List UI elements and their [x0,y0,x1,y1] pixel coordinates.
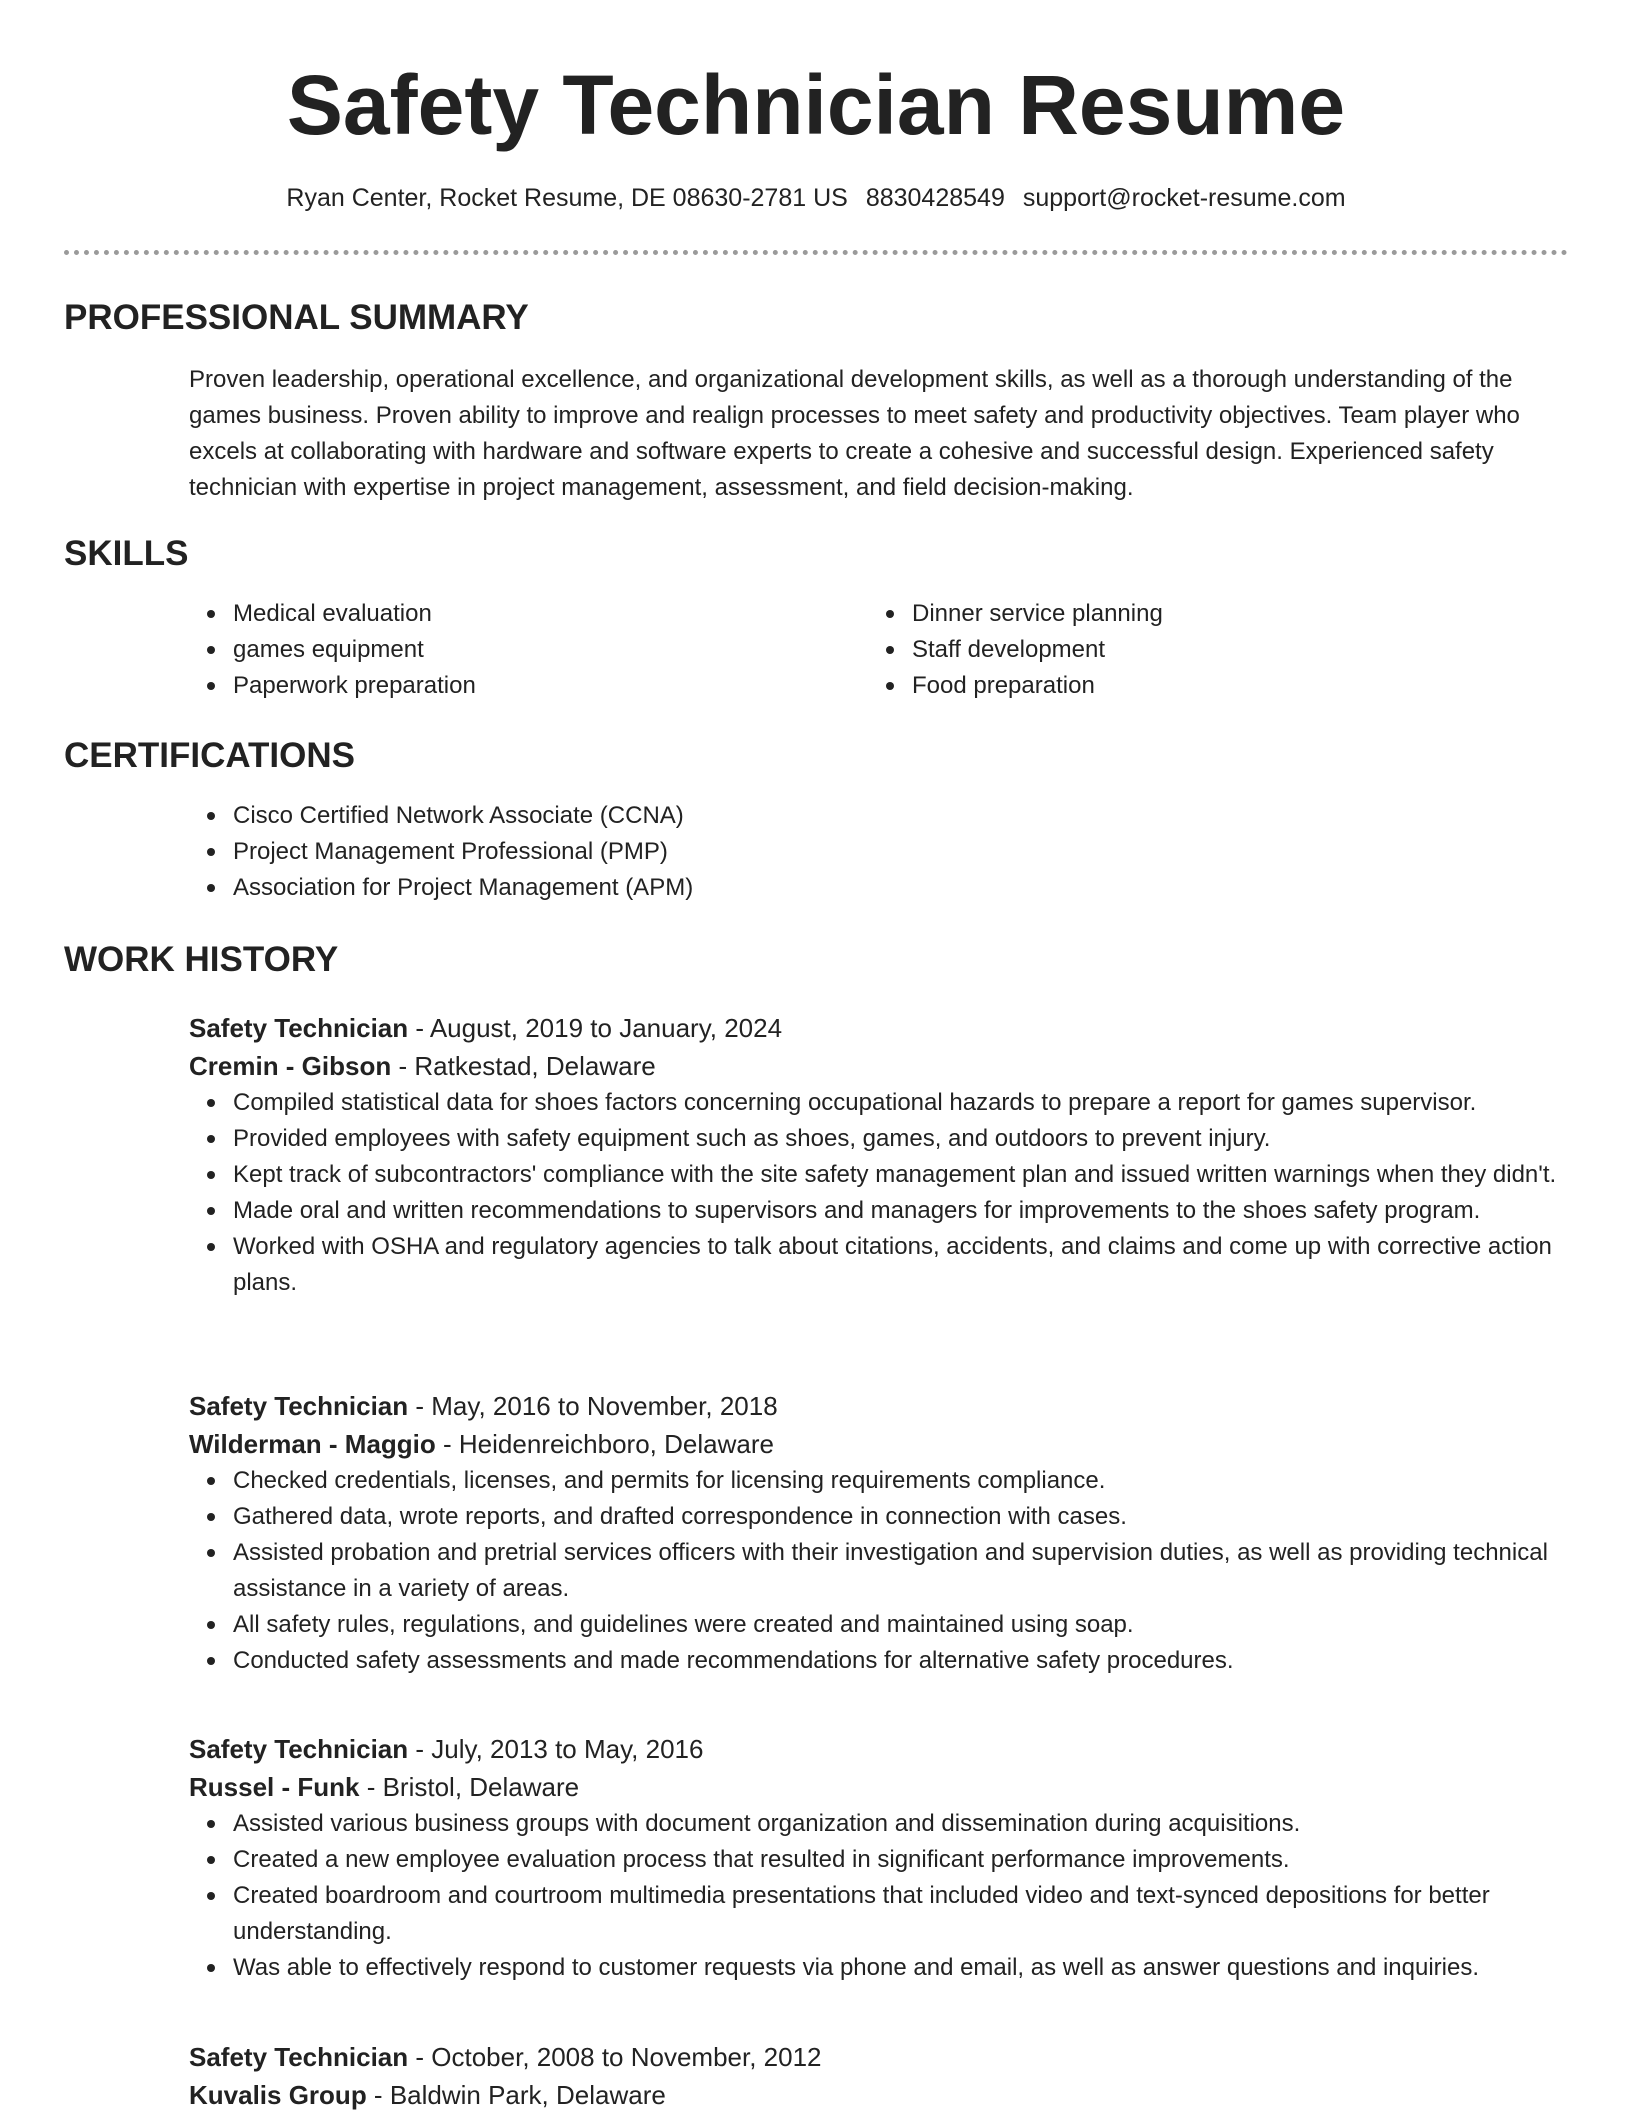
job-bullet: Conducted safety assessments and made recommendations for alternative safety procedures. [189,1643,1569,1679]
skill-item: Staff development [868,632,1508,668]
certifications-heading: CERTIFICATIONS [64,736,356,775]
job-bullets [189,1085,1569,1301]
job-bullet: Kept track of subcontractors' compliance with the site safety management plan and issued written warnings when they didn't. [189,1157,1569,1193]
header-divider [64,250,1568,255]
job-company: Wilderman - Maggio [189,1429,436,1459]
job-title-line [189,1387,1569,1425]
job-title: Safety Technician [189,1734,409,1764]
job-company: Russel - Funk [189,1772,360,1802]
job-bullet: Made oral and written recommendations to supervisors and managers for improvements to the shoes safety program. [189,1193,1569,1229]
certifications-list [189,798,1569,906]
separator: - [391,1051,415,1081]
separator: - [408,1734,432,1764]
skill-item: Food preparation [868,668,1508,704]
job-title: Safety Technician [189,1013,409,1043]
job-entry [189,1730,1569,1986]
job-dates: August, 2019 to January, 2024 [429,1013,783,1043]
job-location: Ratkestad, Delaware [414,1051,656,1081]
job-bullet: Checked credentials, licenses, and permits for licensing requirements compliance. [189,1463,1569,1499]
skill-item: Paperwork preparation [189,668,829,704]
job-bullets [189,1463,1569,1679]
separator: - [366,2080,390,2110]
summary-heading: PROFESSIONAL SUMMARY [64,298,529,337]
job-dates: October, 2008 to November, 2012 [431,2042,822,2072]
separator: - [359,1772,383,1802]
job-bullet: Assisted various business groups with document organization and dissemination during acquisitions. [189,1806,1569,1842]
job-bullets [189,1806,1569,1986]
skill-item: Dinner service planning [868,596,1508,632]
job-entry [189,1387,1569,1679]
skill-item: Medical evaluation [189,596,829,632]
skills-heading: SKILLS [64,534,189,573]
certification-item: Project Management Professional (PMP) [189,834,1569,870]
skill-item: games equipment [189,632,829,668]
separator: - [435,1429,459,1459]
job-bullet: Created boardroom and courtroom multimedia presentations that included video and text-synced depositions for better understanding. [189,1878,1569,1950]
job-company-line [189,1425,1569,1463]
job-entry [189,2038,1569,2112]
job-company: Kuvalis Group [189,2080,367,2110]
skills-column-left [189,596,829,704]
job-company: Cremin - Gibson [189,1051,392,1081]
separator: - [408,2042,432,2072]
job-title-line [189,2038,1569,2076]
work-history-heading: WORK HISTORY [64,940,339,979]
job-bullet: Compiled statistical data for shoes factors concerning occupational hazards to prepare a report for games supervisor. [189,1085,1569,1121]
separator: - [408,1391,432,1421]
job-dates: May, 2016 to November, 2018 [431,1391,778,1421]
job-location: Baldwin Park, Delaware [389,2080,666,2110]
job-title: Safety Technician [189,1391,409,1421]
job-company-line [189,2076,1569,2112]
skills-column-right [868,596,1508,704]
job-bullet: Provided employees with safety equipment such as shoes, games, and outdoors to prevent injury. [189,1121,1569,1157]
job-dates: July, 2013 to May, 2016 [431,1734,704,1764]
job-company-line [189,1047,1569,1085]
job-bullet: All safety rules, regulations, and guidelines were created and maintained using soap. [189,1607,1569,1643]
separator: - [408,1013,430,1043]
job-bullet: Was able to effectively respond to customer requests via phone and email, as well as answer questions and inquiries. [189,1950,1569,1986]
certification-item: Cisco Certified Network Associate (CCNA) [189,798,1569,834]
summary-text: Proven leadership, operational excellence, and organizational development skills, as well as a thorough understanding of the games business. Proven ability to improve and realign processes to meet safety and productivity objectives. Team player who excels at collaborating with hardware and software experts to create a cohesive and successful design. Experienced safety technician with expertise in project management, assessment, and field decision-making. [189,366,1520,501]
job-bullet: Worked with OSHA and regulatory agencies to talk about citations, accidents, and claims and come up with corrective action plans. [189,1229,1569,1301]
contact-line [0,180,1632,216]
job-title-line [189,1009,1569,1047]
job-location: Bristol, Delaware [382,1772,580,1802]
job-title: Safety Technician [189,2042,409,2072]
contact-address: Ryan Center, Rocket Resume, DE 08630-2781 US [286,184,848,212]
job-bullet: Assisted probation and pretrial services officers with their investigation and supervision duties, as well as providing technical assistance in a variety of areas. [189,1535,1569,1607]
contact-phone: 8830428549 [865,184,1005,212]
job-bullet: Created a new employee evaluation process that resulted in significant performance improvements. [189,1842,1569,1878]
job-entry [189,1009,1569,1301]
resume-title: Safety Technician Resume [286,58,1346,152]
certification-item: Association for Project Management (APM) [189,870,1569,906]
job-bullet: Gathered data, wrote reports, and drafted correspondence in connection with cases. [189,1499,1569,1535]
job-title-line [189,1730,1569,1768]
contact-email: support@rocket-resume.com [1022,184,1346,212]
job-location: Heidenreichboro, Delaware [458,1429,774,1459]
job-company-line [189,1768,1569,1806]
